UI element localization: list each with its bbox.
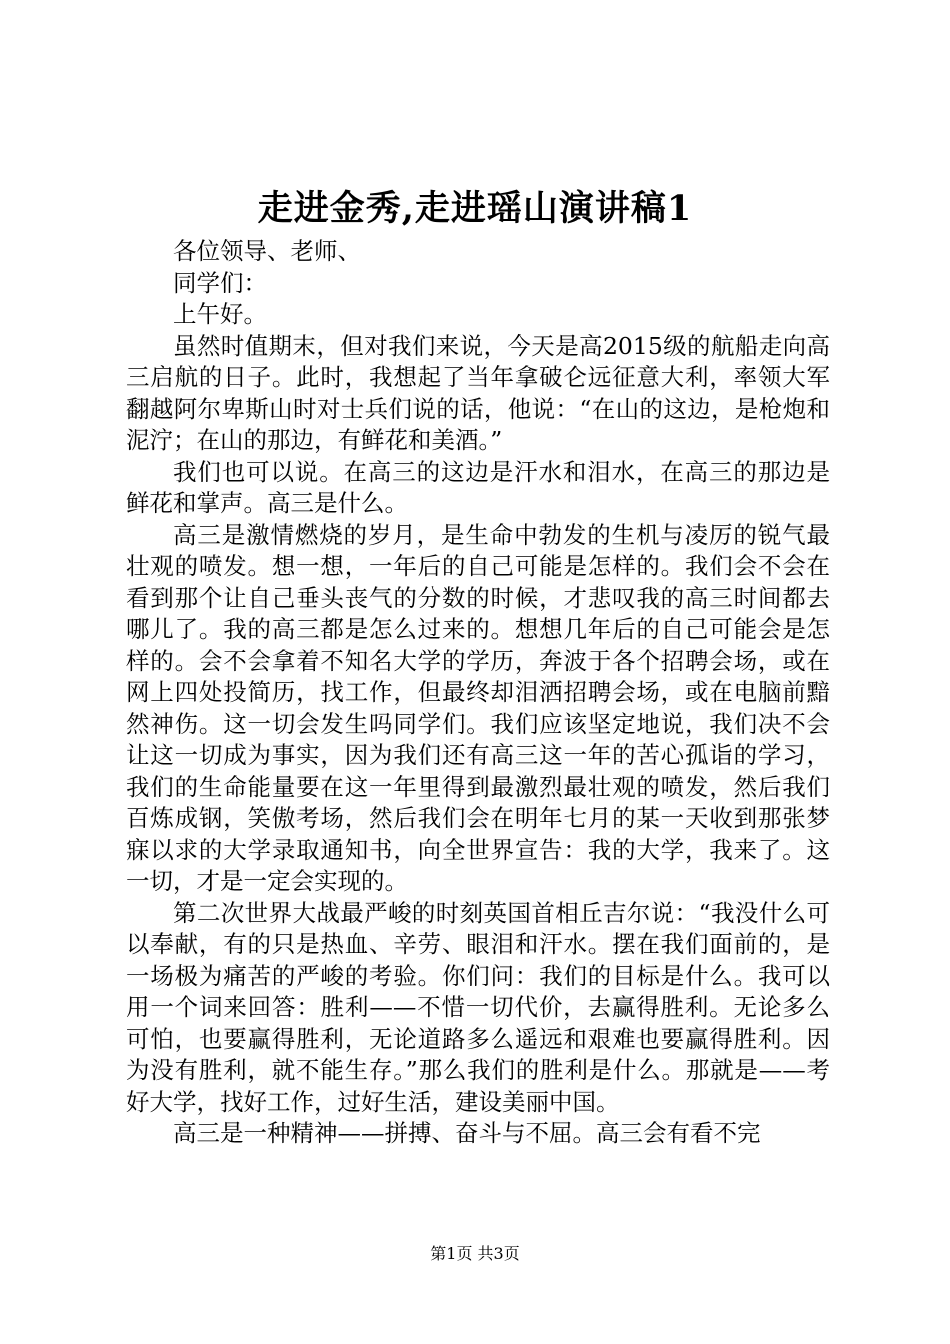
body-paragraph: 高三是激情燃烧的岁月，是生命中勃发的生机与凌厉的锐气最壮观的喷发。想一想，一年后的自己可能是怎样的。我们会不会在看到那个让自己垂头丧气的分数的时候，才悲叹我的高三时间都去哪儿了。我的高三都是怎么过来的。想想几年后的自己可能会是怎样的。会不会拿着不知名大学的学历，奔波于各个招聘会场，或在网上四处投简历，找工作，但最终却泪洒招聘会场，或在电脑前黯然神伤。这一切会发生吗同学们。我们应该坚定地说，我们决不会让这一切成为事实，因为我们还有高三这一年的苦心孤诣的学习，我们的生命能量要在这一年里得到最激烈最壮观的喷发，然后我们百炼成钢，笑傲考场，然后我们会在明年七月的某一天收到那张梦寐以求的大学录取通知书，向全世界宣告：我的大学，我来了。这一切，才是一定会实现的。 [126, 520, 830, 895]
document-title: 走进金秀,走进瑶山演讲稿1 [257, 188, 693, 229]
body-paragraph: 我们也可以说。在高三的这边是汗水和泪水，在高三的那边是鲜花和掌声。高三是什么。 [126, 457, 830, 517]
greeting-line: 上午好。 [173, 300, 267, 328]
body-paragraph: 高三是一种精神——拼搏、奋斗与不屈。高三会有看不完 [173, 1119, 761, 1147]
page-number-footer: 第1页 共3页 [430, 1244, 520, 1263]
body-paragraph: 虽然时值期末，但对我们来说，今天是高2015级的航船走向高三启航的日子。此时，我想起了当年拿破仑远征意大利，率领大军翻越阿尔卑斯山时对士兵们说的话，他说：“在山的这边，是枪炮和泥泞；在山的那边，有鲜花和美酒。” [126, 331, 830, 454]
body-paragraph: 第二次世界大战最严峻的时刻英国首相丘吉尔说：“我没什么可以奉献，有的只是热血、辛劳、眼泪和汗水。摆在我们面前的，是一场极为痛苦的严峻的考验。你们问：我们的目标是什么。我可以用一个词来回答：胜利——不惜一切代价，去赢得胜利。无论多么可怕，也要赢得胜利，无论道路多么遥远和艰难也要赢得胜利。因为没有胜利，就不能生存。”那么我们的胜利是什么。那就是——考好大学，找好工作，过好生活，建设美丽中国。 [126, 898, 830, 1116]
document-body [126, 236, 830, 1150]
salutation-line: 各位领导、老师、 [173, 237, 361, 265]
salutation-line: 同学们： [173, 268, 267, 297]
